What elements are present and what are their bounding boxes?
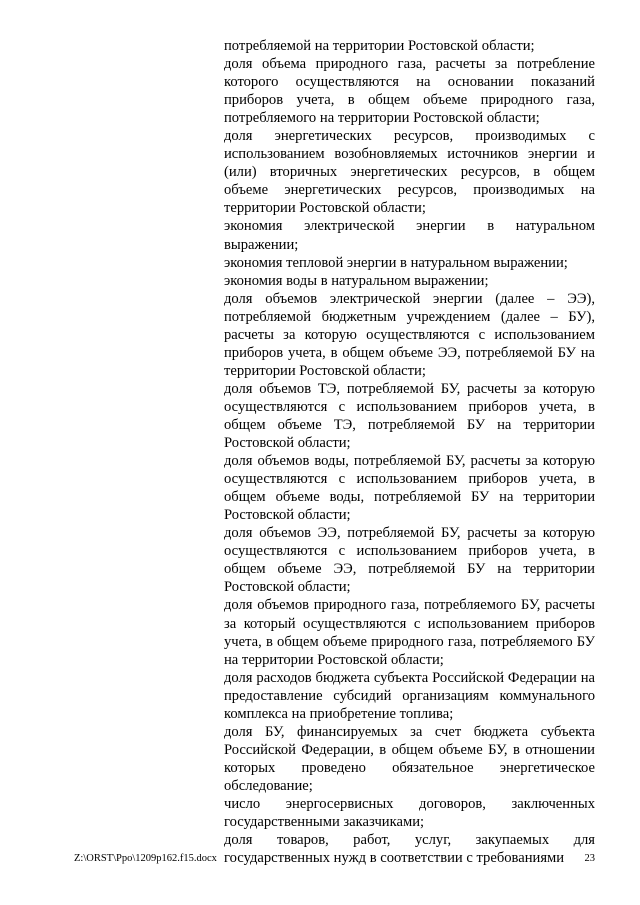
paragraph: доля расходов бюджета субъекта Российской Федерации на предоставление субсидий организациям коммунального комплекса на приобретение топлива; [224, 669, 595, 722]
paragraph: экономия тепловой энергии в натуральном выражении; [224, 254, 568, 271]
paragraph: доля товаров, работ, услуг, закупаемых для государственных нужд в соответствии с требованиями [224, 832, 595, 867]
paragraph: доля объемов ТЭ, потребляемой БУ, расчеты за которую осуществляются с использованием приборов учета, в общем объеме ТЭ, потребляемой БУ на территории Ростовской области; [224, 380, 595, 452]
paragraph: потребляемой на территории Ростовской области; [224, 38, 535, 54]
paragraph: экономия электрической энергии в натуральном выражении; [224, 218, 595, 253]
paragraph: доля объемов природного газа, потребляемого БУ, расчеты за который осуществляются с использованием приборов учета, в общем объеме природного газа, потребляемого БУ на территории Ростовской области; [224, 597, 595, 668]
paragraph: доля энергетических ресурсов, производимых с использованием возобновляемых источников энергии и (или) вторичных энергетических ресурсов, в общем объеме энергетических ресурсов, производимых на территории Ростовской области; [224, 128, 595, 217]
paragraph: доля БУ, финансируемых за счет бюджета субъекта Российской Федерации, в общем объеме БУ, в отношении которых проведено обязательное энергетическое обследование; [224, 723, 595, 794]
footer-file-path: Z:\ORST\Ppo\1209p162.f15.docx [74, 853, 217, 864]
paragraph: экономия воды в натуральном выражении; [224, 272, 489, 289]
paragraph: доля объемов воды, потребляемой БУ, расчеты за которую осуществляются с использованием приборов учета, в общем объеме воды, потребляемой БУ на территории Ростовской области; [224, 453, 595, 524]
paragraph: доля объемов ЭЭ, потребляемой БУ, расчеты за которую осуществляются с использованием приборов учета, в общем объеме ЭЭ, потребляемой БУ на территории Ростовской области; [224, 525, 595, 596]
paragraph: доля объема природного газа, расчеты за потребление которого осуществляются на основании показаний приборов учета, в общем объеме природного газа, потребляемого на территории Ростовской области; [224, 56, 595, 127]
page-number: 23 [584, 853, 595, 864]
paragraph: число энергосервисных договоров, заключенных государственными заказчиками; [224, 795, 595, 831]
paragraph: доля объемов электрической энергии (далее – ЭЭ), потребляемой бюджетным учреждением (далее – БУ), расчеты за которую осуществляются с использованием приборов учета, в общем объеме ЭЭ, потребляемой БУ на территории Ростовской области; [224, 290, 595, 379]
document-body [224, 37, 595, 867]
